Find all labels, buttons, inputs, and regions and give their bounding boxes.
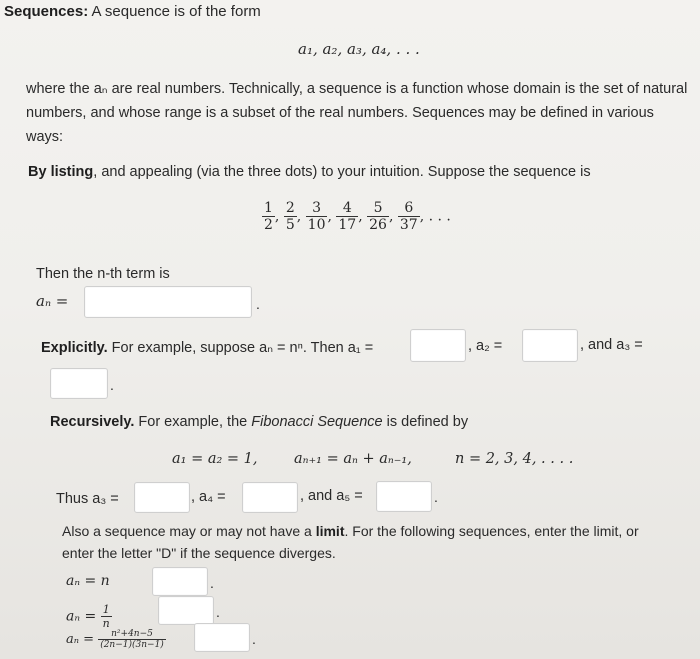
recursive-eq3: n = 2, 3, 4, . . . .	[455, 451, 574, 467]
explicit-a2-label: , a₂ =	[468, 338, 503, 354]
listing-fractions: $\frac{1}{2}$ , $\frac{2}{5}$ , $\frac{3}{10}$ , $\frac{4}{17}$ , $\frac{5}{26}$ , $\frac{6}{37}$ , . . .	[264, 200, 451, 233]
listing-label: By listing	[28, 164, 94, 180]
fib-a3-label: Thus a₃ =	[56, 491, 119, 507]
intro-title-rest: A sequence is of the form	[88, 3, 261, 20]
limit-seq2-fraction: $\frac{1}{n}$	[102, 603, 110, 630]
limit-seq2	[66, 603, 112, 630]
fibonacci-name: Fibonacci Sequence	[251, 414, 383, 430]
fib-a4-input[interactable]	[242, 482, 298, 513]
intro-heading	[4, 3, 261, 20]
nth-term-label: Then the n-th term is	[36, 266, 170, 282]
limits-desc-after: . For the following sequences, enter the limit, or enter the letter "D" if the sequence diverges.	[62, 523, 639, 561]
limits-text	[62, 520, 672, 564]
limit-seq3	[66, 629, 166, 650]
explicit-a3-label: , and a₃ =	[580, 337, 643, 353]
period: .	[216, 604, 220, 620]
limit-seq3-label: aₙ =	[66, 632, 95, 647]
limits-desc-before: Also a sequence may or may not have a	[62, 523, 316, 539]
limit3-input[interactable]	[194, 623, 250, 652]
period: .	[110, 377, 114, 393]
fib-a4-label: , a₄ =	[191, 489, 226, 505]
recursive-label: Recursively.	[50, 414, 135, 430]
period: .	[434, 489, 438, 505]
fraction-1: $\frac{1}{2}$	[264, 200, 273, 233]
recursive-desc-before: For example, the	[134, 414, 252, 430]
limit2-input[interactable]	[158, 596, 214, 625]
limit-seq3-fraction: $\frac{\text{n²+4n−5}}{(2n-1)(3n-1)}$	[100, 629, 164, 650]
limit1-input[interactable]	[152, 567, 208, 596]
an-formula-input[interactable]	[84, 286, 252, 318]
recursive-text	[50, 414, 468, 430]
period: .	[256, 296, 260, 312]
listing-ellipsis: , . . .	[419, 208, 451, 225]
fib-a3-input[interactable]	[134, 482, 190, 513]
period: .	[210, 575, 214, 591]
intro-title: Sequences:	[4, 3, 89, 20]
limit-seq2-label: aₙ =	[66, 608, 97, 625]
fraction-5: $\frac{5}{26}$	[369, 200, 387, 233]
an-label: aₙ =	[36, 292, 69, 310]
fraction-6: $\frac{6}{37}$	[399, 200, 418, 233]
period: .	[252, 631, 256, 647]
fraction-2: $\frac{2}{5}$	[285, 200, 295, 233]
recursive-eq2: aₙ₊₁ = aₙ + aₙ₋₁,	[294, 451, 412, 467]
recursive-eq1: a₁ = a₂ = 1,	[172, 451, 258, 467]
explicit-desc: For example, suppose aₙ = nⁿ. Then a₁ =	[107, 340, 374, 356]
listing-desc: , and appealing (via the three dots) to your intuition. Suppose the sequence is	[93, 164, 591, 180]
explicit-text	[41, 340, 373, 356]
limit-seq1: aₙ = n	[66, 573, 110, 589]
intro-description: where the aₙ are real numbers. Technically, a sequence is a function whose domain is the set of natural numbers, and whose range is a subset of the real numbers. Sequences may be defined in various ways:	[26, 81, 688, 145]
fib-a5-input[interactable]	[376, 481, 432, 512]
sequence-form: a₁, a₂, a₃, a₄, . . .	[298, 40, 420, 58]
limit-word: limit	[315, 523, 345, 539]
recursive-desc-after: is defined by	[382, 414, 469, 430]
explicit-a2-input[interactable]	[522, 329, 578, 362]
fib-a5-label: , and a₅ =	[300, 488, 363, 504]
explicit-label: Explicitly.	[41, 340, 108, 356]
fraction-3: $\frac{3}{10}$	[307, 200, 326, 233]
explicit-a1-input[interactable]	[410, 329, 466, 362]
fraction-4: $\frac{4}{17}$	[338, 200, 357, 233]
listing-text	[28, 164, 591, 180]
explicit-a3-input[interactable]	[50, 368, 108, 399]
